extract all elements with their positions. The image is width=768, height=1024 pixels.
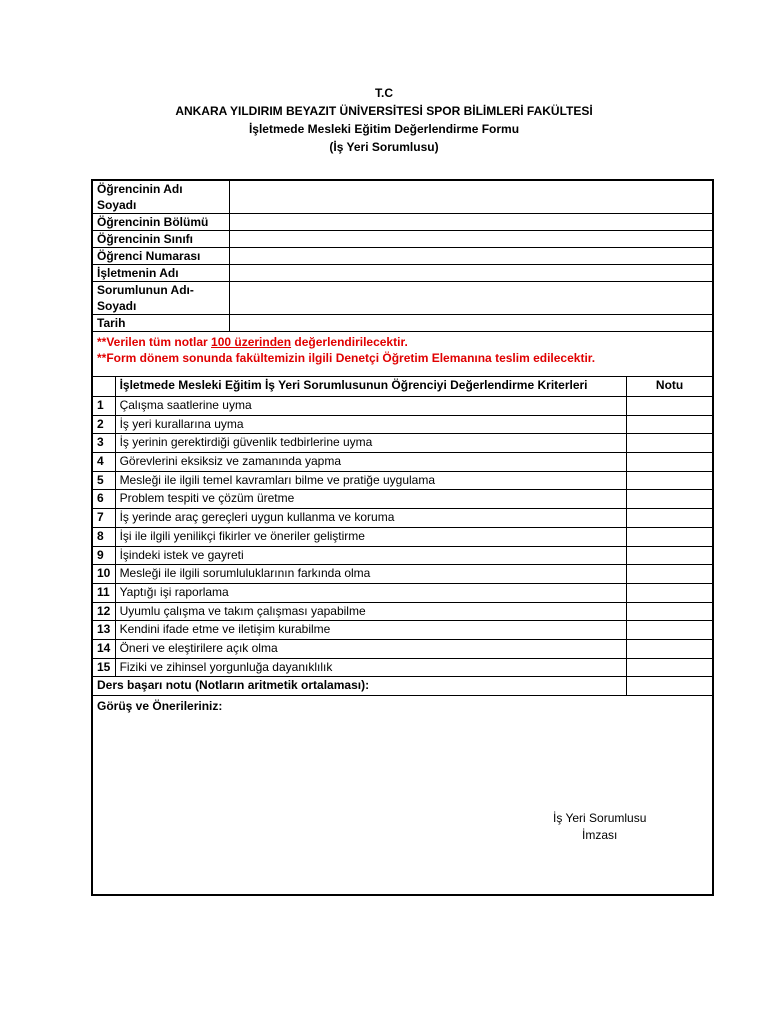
criteria-row xyxy=(92,639,713,658)
criteria-header-row xyxy=(92,377,713,397)
criteria-text: İşi ile ilgili yenilikçi fikirler ve öneriler geliştirme xyxy=(115,527,627,546)
criteria-row xyxy=(92,565,713,584)
info-label-number: Öğrenci Numarası xyxy=(92,248,229,265)
criteria-grade-cell[interactable] xyxy=(627,602,713,621)
criteria-grade-cell[interactable] xyxy=(627,546,713,565)
criteria-row xyxy=(92,490,713,509)
criteria-number: 12 xyxy=(92,602,115,621)
header-form-title: İşletmede Mesleki Eğitim Değerlendirme Formu xyxy=(248,122,520,136)
opinion-cell[interactable] xyxy=(92,696,713,896)
criteria-row xyxy=(92,621,713,640)
criteria-list xyxy=(92,397,713,677)
signature-sign: İmzası xyxy=(582,828,618,843)
info-value-name[interactable] xyxy=(229,180,713,214)
criteria-grade-cell[interactable] xyxy=(627,509,713,528)
criteria-number: 5 xyxy=(92,471,115,490)
header-university: ANKARA YILDIRIM BEYAZIT ÜNİVERSİTESİ SPOR BİLİMLERİ FAKÜLTESİ xyxy=(175,104,593,118)
criteria-text: İşindeki istek ve gayreti xyxy=(115,546,627,565)
criteria-grade-cell[interactable] xyxy=(627,658,713,677)
criteria-number: 14 xyxy=(92,639,115,658)
average-grade-cell[interactable] xyxy=(627,677,713,696)
criteria-number: 11 xyxy=(92,583,115,602)
criteria-grade-cell[interactable] xyxy=(627,565,713,584)
info-row-name xyxy=(92,180,713,214)
criteria-text: Yaptığı işi raporlama xyxy=(115,583,627,602)
info-row-number xyxy=(92,248,713,265)
criteria-row xyxy=(92,583,713,602)
criteria-text: Çalışma saatlerine uyma xyxy=(115,397,627,416)
criteria-text: İş yerinin gerektirdiği güvenlik tedbirlerine uyma xyxy=(115,434,627,453)
criteria-text: Uyumlu çalışma ve takım çalışması yapabilme xyxy=(115,602,627,621)
criteria-number: 7 xyxy=(92,509,115,528)
opinion-row xyxy=(92,696,713,896)
criteria-grade-cell[interactable] xyxy=(627,453,713,472)
criteria-text: Mesleği ile ilgili sorumluluklarının farkında olma xyxy=(115,565,627,584)
info-row-date xyxy=(92,315,713,332)
info-label-class: Öğrencinin Sınıfı xyxy=(92,231,229,248)
criteria-row xyxy=(92,658,713,677)
criteria-text: Fiziki ve zihinsel yorgunluğa dayanıklılık xyxy=(115,658,627,677)
criteria-row xyxy=(92,415,713,434)
info-row-supervisor xyxy=(92,282,713,315)
criteria-row xyxy=(92,509,713,528)
criteria-number: 10 xyxy=(92,565,115,584)
note-1-underlined: 100 üzerinden xyxy=(211,335,292,349)
info-value-company[interactable] xyxy=(229,265,713,282)
info-row-class xyxy=(92,231,713,248)
info-value-date[interactable] xyxy=(229,315,713,332)
criteria-row xyxy=(92,471,713,490)
note-line-2: **Form dönem sonunda fakültemizin ilgili Denetçi Öğretim Elemanına teslim edilecektir. xyxy=(97,351,596,365)
criteria-grade-cell[interactable] xyxy=(627,434,713,453)
criteria-grade-cell[interactable] xyxy=(627,415,713,434)
criteria-grade-cell[interactable] xyxy=(627,527,713,546)
info-value-supervisor[interactable] xyxy=(229,282,713,315)
average-row xyxy=(92,677,713,696)
criteria-header-title: İşletmede Mesleki Eğitim İş Yeri Sorumlusunun Öğrenciyi Değerlendirme Kriterleri xyxy=(115,377,627,397)
average-label: Ders başarı notu (Notların aritmetik ortalaması): xyxy=(92,677,627,696)
criteria-grade-cell[interactable] xyxy=(627,490,713,509)
note-1-prefix: **Verilen tüm notlar xyxy=(97,335,212,349)
criteria-text: Problem tespiti ve çözüm üretme xyxy=(115,490,627,509)
criteria-text: Mesleği ile ilgili temel kavramları bilme ve pratiğe uygulama xyxy=(115,471,627,490)
info-value-number[interactable] xyxy=(229,248,713,265)
criteria-row xyxy=(92,397,713,416)
note-line-1 xyxy=(97,334,708,350)
criteria-grade-cell[interactable] xyxy=(627,397,713,416)
info-value-class[interactable] xyxy=(229,231,713,248)
header-tc: T.C xyxy=(375,86,393,100)
note-1-suffix: değerlendirilecektir. xyxy=(291,335,408,349)
criteria-number: 2 xyxy=(92,415,115,434)
info-label-department: Öğrencinin Bölümü xyxy=(92,214,229,231)
criteria-number: 1 xyxy=(92,397,115,416)
opinion-label: Görüş ve Önerileriniz: xyxy=(97,699,223,714)
criteria-text: Öneri ve eleştirilere açık olma xyxy=(115,639,627,658)
info-label-supervisor: Sorumlunun Adı-Soyadı xyxy=(92,282,229,315)
form-header xyxy=(0,84,768,156)
evaluation-form-table xyxy=(91,179,714,896)
header-subtitle: (İş Yeri Sorumlusu) xyxy=(329,140,439,154)
criteria-grade-cell[interactable] xyxy=(627,639,713,658)
criteria-row xyxy=(92,602,713,621)
info-row-company xyxy=(92,265,713,282)
notes-row xyxy=(92,332,713,377)
info-row-department xyxy=(92,214,713,231)
criteria-header-num xyxy=(92,377,115,397)
criteria-text: İş yeri kurallarına uyma xyxy=(115,415,627,434)
info-label-company: İşletmenin Adı xyxy=(92,265,229,282)
criteria-grade-cell[interactable] xyxy=(627,583,713,602)
criteria-number: 4 xyxy=(92,453,115,472)
criteria-number: 15 xyxy=(92,658,115,677)
notes-cell xyxy=(92,332,713,377)
criteria-text: İş yerinde araç gereçleri uygun kullanma ve koruma xyxy=(115,509,627,528)
criteria-number: 9 xyxy=(92,546,115,565)
criteria-row xyxy=(92,546,713,565)
criteria-text: Görevlerini eksiksiz ve zamanında yapma xyxy=(115,453,627,472)
criteria-number: 6 xyxy=(92,490,115,509)
criteria-row xyxy=(92,434,713,453)
info-value-department[interactable] xyxy=(229,214,713,231)
criteria-row xyxy=(92,527,713,546)
criteria-grade-cell[interactable] xyxy=(627,471,713,490)
criteria-number: 8 xyxy=(92,527,115,546)
signature-title: İş Yeri Sorumlusu xyxy=(553,811,647,826)
signature-block xyxy=(553,810,646,844)
criteria-row xyxy=(92,453,713,472)
criteria-text: Kendini ifade etme ve iletişim kurabilme xyxy=(115,621,627,640)
criteria-grade-cell[interactable] xyxy=(627,621,713,640)
info-label-date: Tarih xyxy=(92,315,229,332)
info-label-name: Öğrencinin Adı Soyadı xyxy=(92,180,229,214)
criteria-header-grade: Notu xyxy=(627,377,713,397)
criteria-number: 13 xyxy=(92,621,115,640)
criteria-number: 3 xyxy=(92,434,115,453)
